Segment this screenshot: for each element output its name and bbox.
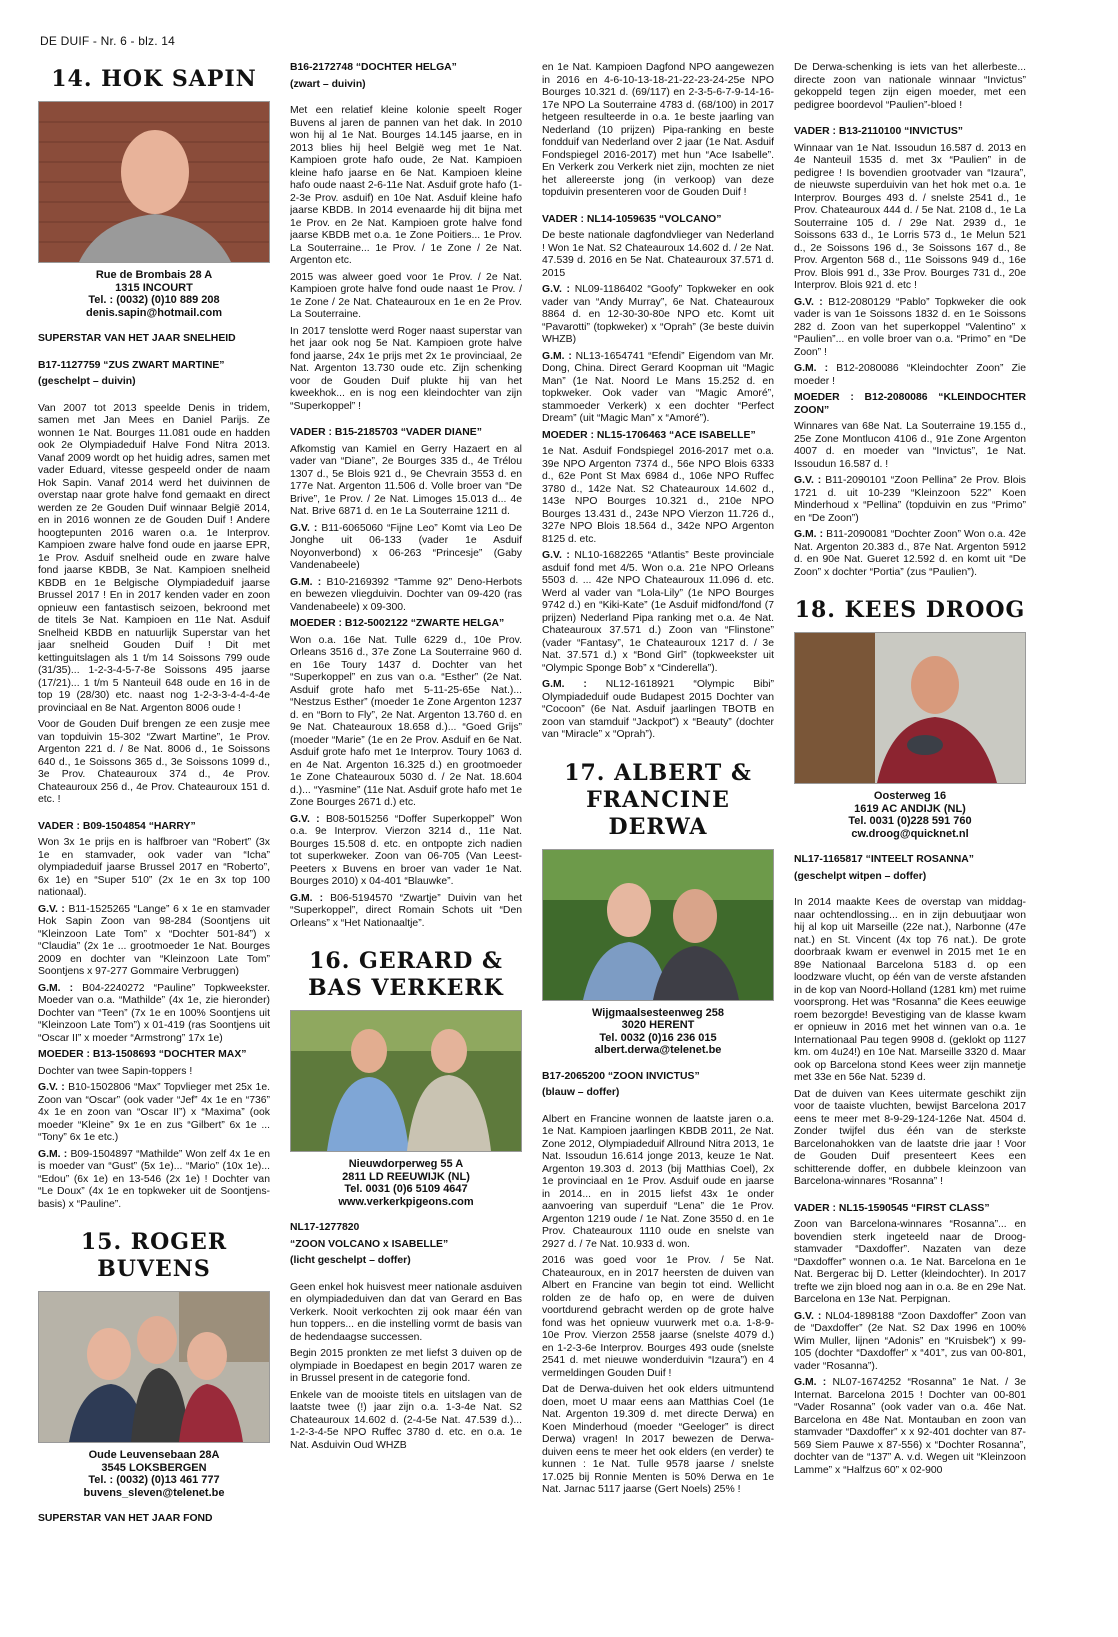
gv-label: G.V. : [794, 1310, 822, 1322]
gv-text: NL04-1898188 “Zoon Daxdoffer” Zoon van de “Daxdoffer” (2e Nat. S2 Dax 1996 en 100% Wim Muller, lijnen “Adonis” en “Kruisbek”) x 99-105 (dochter “Daxdoffer” x “401”, zus van 00-801, vader “Rosanna”). [794, 1310, 1026, 1372]
gm-label: G.M. : [290, 576, 322, 588]
ring-name: “ZOON VOLCANO x ISABELLE” [290, 1238, 449, 1250]
hok-14-address [38, 269, 270, 319]
gv-label: G.V. : [290, 522, 318, 534]
ring-number: B17-2065200 “ZOON INVICTUS” [542, 1070, 700, 1082]
gv-text: B11-6065060 “Fijne Leo” Komt via Leo De Jonghe uit 06-133 (vader 1e Asduif Noyonverbond) x 06-263 “Princesje” (Gaby Vandenabeele) [290, 522, 522, 571]
paragraph: In 2017 tenslotte werd Roger naast superstar van het jaar ook nog 5e Nat. Kampioen grote halve fond jaarse, 24x 1e prijs met 2x 1e provinciaal, 2e Nat. Argenton 13.730 oude etc. Zijn schenking voor de Gouden Duif plukte hij van het kweekhok... en is nog een kleindochter van zijn “Superkoppel” ! [290, 325, 522, 412]
paragraph: Voor de Gouden Duif brengen ze een zusje mee van topduivin 15-302 “Zwart Martine”, 1e Prov. Argenton 221 d. / 8e Nat. 8006 d., 1e Soissons 640 d., 1e Soissons 365 d., 3e Soissons 1099 d., 3e Prov. Chateauroux 374 d., 4e Prov. Chateauroux 256 d., 4e Prov. Chateauroux 151 d. etc. ! [38, 719, 270, 805]
vader-label: VADER : B15-2185703 “VADER DIANE” [290, 427, 482, 438]
gv-label: G.V. : [542, 284, 571, 295]
paragraph: Van 2007 tot 2013 speelde Denis in tridem, samen met Jan Mees en Daniel Parijs. Ze wonnen 1e Nat. Bourges 11.081 oude en hadden ook 2e Olympiadeduif Halve Fond Nitra 2013. Vanaf 2009 wordt op het huidig adres, samen met vader Eduard, vitesse gespeeld onder de naam Hok Sapin. Vanaf 2014 werd het duivinnen de overstap naar grote halve fond gemaakt en direct werden ze 2e Gouden Duif winnaar België 2014, en in 2016 wonnen ze de Gouden Duif ! Andere hoogtepunten 2016 waren o.a. 1e Interprov. Kampioen zware halve fond oude en jaarse EPR, 1e Prov. Asduif snelheid oude en zware halve fond jaarse KBDB, 3e Nat. Kampioen snelheid KBDB en 1e Belgische Olympiadeduif jaarse Brussel 2017 ! En in 2017 kenden vader en zoon opnieuw een fantastisch seizoen, bekroond met de titels 3e Nat. Kampioen en 11e Nat. Asduif Snelheid KBDB en natuurlijk Superstar van het jaar snelheid Gouden Duif ! Dit met kettinguitslagen als 1 t/m 14 Soissons 799 oude (31/35)... 1-2-3-4-5-7-8e Soissons 495 jaarse (17/21)... 1 t/m 5 Nanteuil 648 oude en 16 in de top 19 (28/30) etc. naast nog 1-2-3-3-4-4-4-4e provinciaal en 8e Nat. Argenton 8006 oude ! [38, 402, 270, 714]
email-line: albert.derwa@telenet.be [594, 1044, 722, 1056]
address-line: Nieuwdorperweg 55 A [348, 1158, 464, 1170]
paragraph: Begin 2015 pronkten ze met liefst 3 duiven op de olympiade in Boedapest en begin 2017 waren ze in Brussel present in de categorie fond. [290, 1348, 522, 1384]
phone-line: Tel. 0031 (0)228 591 760 [848, 815, 972, 827]
hok-15-title: 15. ROGER BUVENS [80, 1229, 228, 1282]
paragraph: Won 3x 1e prijs en is halfbroer van “Robert” (3x 1e en stamvader, ook vader van “Icha” olympiadeduif jaarse Brussel 2017 en “Roberto”, 6x 1e) en “Super 510” (2x 1e en 3x top 100 nationaal). [38, 837, 270, 898]
pedigree-line [38, 904, 270, 979]
address-line: 1315 INCOURT [115, 281, 193, 294]
vader-label: VADER : NL14-1059635 “VOLCANO” [542, 213, 722, 225]
gm-text: B09-1504897 “Mathilde” Won zelf 4x 1e en is moeder van “Gust” (5x 1e)... “Mario” (10x 1e)... “Edou” (6x 1e) en 13-546 (2x 1e) ! Dochter van “Le Doux” (4x 1e en topkweker uit de Soontjens-basis) x “Pauline”. [38, 1148, 270, 1210]
phone-line: Tel. 0031 (0)6 5109 4647 [344, 1183, 468, 1195]
hok-17-address [542, 1007, 774, 1057]
pedigree-line [38, 1149, 270, 1212]
gv-text: B10-1502806 “Max” Topvlieger met 25x 1e. Zoon van “Oscar” (ook vader “Jef” 4x 1e en “736” 4x 1e en zoon van “Oscar II”) x “Maxima” (ook moeder “Kleine” 9x 1e en zus “Gilbert” 6x 1e ... “Tony” 6x 1e etc.) [38, 1082, 270, 1143]
paragraph: Winnaar van 1e Nat. Issoudun 16.587 d. 2013 en 4e Nanteuil 1535 d. met 3x “Paulien” in de pedigree ! Is bovendien grootvader van “Izaura”, de nieuwste superduivin van het hok met o.a. 1e Interprov. Bourges 493 d. / snelste 2541 d., 1e Prov. Chateauroux 444 d. / 5e Nat. 2108 d., 1e La Souterraine 105 d. / 29e Nat. 2939 d., 1e Soissons 633 d., 1e Lorris 573 d., 1e Melun 521 d., 2e Soissons 196 d., 3e Soissons 167 d., 8e Prov. Argenton 568 d., 11e Soissons 949 d., 16e Prov. Blois 991 d., 33e Prov. Bourges 731 d., 20e Interprov. Blois 921 d. etc ! [794, 142, 1026, 291]
paragraph: Met een relatief kleine kolonie speelt Roger Buvens al jaren de pannen van het dak. In 2010 won hij al 1e Nat. Bourges 14.145 jaarse, en in 2013 blies hij heel België weg met 1e Nat. Kampioen grote hafo oude, 2e Nat. Kampioen kleine hafo jaarse en 6e Nat. Kampioen kleine hafo oude naast 2-6-11e Nat. Asduif grote hafo (1-2-3e Prov. asduif) en 10e Nat. Asduif kleine hafo jaarse KBDB. In 2014 evenaarde hij dit bijna met 1e Prov. en 2e Nat. Kampioen grote halve fond jaarse KBDB met o.a. 1e Zone Poitiers... 1e Prov. La Souterraine... 1e Prov. / 1e Zone / 2e Nat. Argenton etc. [290, 105, 522, 266]
paragraph: 2015 was alweer goed voor 1e Prov. / 2e Nat. Kampioen grote halve fond oude naast 1e Prov. / 1e Zone / 2e Nat. Chateauroux en 1e en 2e Prov. La Souterraine. [290, 271, 522, 320]
paragraph: In 2014 maakte Kees de overstap van middag- naar ochtendlossing... en in zijn debuutjaar won hij al kop uit Marseille (22e nat.), Narbonne (47e nat.) en St. Vincent (4x top 76 nat.). De grote doorbraak kwam er evenwel in 2015 met 1e en 89e Nationaal Barcelona 5183 d. op een loodzware vlucht, op één van de verste afstanden in de kop van Noord-Holland (1281 km) met ruime voorsprong. Het was “Rosanna” die Kees eeuwige roem bezorgde! Bevestiging van de klasse kwam er opnieuw in 2016 met het winnen van o.a. 1e Internationaal Pau tegen 9908 d. (geklokt op 1127 km. om 4u24!) en 10e Nat. Marseille 3320 d. Maar ook op Barcelona stond Kees weer zijn mannetje met 33e en 56e Nat. 5239 d. [794, 897, 1026, 1083]
pedigree-line [794, 297, 1026, 360]
hok-16-photo [290, 1010, 522, 1152]
pedigree-line [542, 679, 774, 742]
hok-18-address [794, 790, 1026, 840]
ring-number: NL17-1165817 “INTEELT ROSANNA” [794, 854, 974, 865]
pedigree-line [542, 284, 774, 347]
superstar-label: SUPERSTAR VAN HET JAAR FOND [38, 1513, 213, 1524]
vader-label: VADER : B09-1504854 “HARRY” [38, 820, 196, 832]
gm-text: NL13-1654741 “Efendi” Eigendom van Mr. Dong, China. Direct Gerard Koopman uit “Magic Man” (1e Nat. Noord Le Mans 15.252 d. en topkweker. Ook vader van “Magic Amoré”, stammoeder Verkerk) x een dochter “Perfect Dream” (uit “Magic Man” x “Amoré”). [542, 350, 774, 424]
gv-text: B11-1525265 “Lange” 6 x 1e en stamvader Hok Sapin Zoon van 98-284 (Soontjens uit “Kleinzoon Late Tom” x “Dochter 501-84”) x “Claudia” (2x 1e ... grootmoeder 1e Nat. Bourges 2009 en dochter van “Kleinzoon Late Tom” Soontjens x 97-277 Gommaire Verbruggen) [38, 903, 270, 977]
paragraph: Won o.a. 16e Nat. Tulle 6229 d., 10e Prov. Orleans 3516 d., 37e Zone La Souterraine 960 d. en 16e Toury 1437 d. Dochter van het “Superkoppel” en zus van o.a. “Esther” (2e Nat. Asduif grote hafo met 5-11-25-65e Nat.)... “Nestzus Esther” (moeder 1e Zone Argenton 1237 d. en “Born to Fly”, 2e Nat. Argenton 13.760 d. en 9e Nat. Chateauroux 18.658 d.)... “Goed Grijs” (moeder “Marie” (1e en 2e Prov. Asduif en 6e Nat. Asduif grote hafo met 1e Interprov. Toury 1063 d. en 4e Nat. Argenton 16.325 d.) en grootmoeder 1e Zone Chateauroux 5030 d. / 2e Nat. 18.604 d.)... “Yasmine” (11e Nat. Asduif grote hafo met 1e Zone Bourges 2671 d.) etc. [290, 634, 522, 808]
page-header: DE DUIF - Nr. 6 - blz. 14 [40, 34, 176, 48]
paragraph: Zoon van Barcelona-winnares “Rosanna”... en bovendien sterk ingeteeld naar de Droog-stamvader “Daxdoffer”. Nazaten van deze “Daxdoffer” wonnen o.a. 1e Nat. Barcelona en 1e Nat. Bergerac bij D. Letter (kleindochter). In 2017 trefte we zijn bloed nog aan in o.a. 8e en 29e Nat. Barcelona en 13e Nat. Perpignan. [794, 1219, 1026, 1305]
column-1 [38, 62, 270, 1632]
address-line: Rue de Brombais 28 A [95, 269, 213, 281]
gv-label: G.V. : [542, 550, 570, 561]
column-2 [290, 62, 522, 1632]
gm-text: NL12-1618921 “Olympic Bibi” Olympiadeduif oude Budapest 2015 Dochter van “Cocoon” (6e Nat. Asduif jaarlingen TBOTB en zoon van stamduif “Jackpot”) x “Beauty” (dochter van “Miracle” x “Oprah”). [542, 679, 774, 740]
ring-subtitle: (licht geschelpt – doffer) [290, 1255, 411, 1266]
pedigree-line [794, 475, 1026, 525]
gv-label: G.V. : [38, 903, 65, 915]
paragraph: Afkomstig van Kamiel en Gerry Hazaert en al vader van “Diane”, 2e Bourges 335 d., 4e Trélou 1307 d., 5e Blois 921 d., 9e Chevrain 3553 d. en 177e Nat. Argenton 11.506 d. Volle broer van “De Brive”, 1e Prov. / 2e Nat. Limoges 15.013 d... 4e Nat. Brive 6871 d. en 1e La Souterraine 1211 d. [290, 443, 522, 517]
paragraph: 2016 was goed voor 1e Prov. / 5e Nat. Chateauroux, en in 2017 heersten de duiven van Albert en Francine van begin tot eind. Wellicht rolden ze de hafo op, en were de duiven voortdurend gebracht werden op de grote halve fond was het opnieuw vuurwerk met o.a. 1-8-9-10e Prov. Vierzon 2558 jaarse (snelste 4079 d.) en 1-2-3-6e Interprov. Bourges 493 oude (snelste 2541 d. met nieuwe wonderduivin “Izaura”) en 4 vermeldingen Gouden Duif ! [542, 1255, 774, 1379]
hok-14-title: 14. HOK SAPIN [51, 66, 257, 92]
gv-text: NL10-1682265 “Atlantis” Beste provinciale asduif fond met 4/5. Won o.a. 21e NPO Orleans 5503 d. ... 42e NPO Chateauroux 11.096 d. etc. Werd al vader van “Lola-Lily” (1e NPO Bourges 9742 d.) en “Kiki-Kate” (1e Asduif midfond/fond (7 prijzen) Nederland Pipa ranking met o.a. 4e Nat. Chateauroux 37.571 d.) Zoon van “Flinstone” (vader “Fantasy”, 1e Chateauroux 1217 d. / 3e Nat. 37.571 d.) x “Bond Girl” (topkweekster uit “Olympic Sponge Bob” x “Cinderella”). [542, 550, 774, 674]
pedigree-line [542, 550, 774, 675]
hok-15-photo [38, 1291, 270, 1443]
email-line: cw.droog@quicknet.nl [851, 827, 969, 840]
pedigree-line [794, 1377, 1026, 1477]
gm-label: G.M. : [290, 892, 324, 904]
gm-label: G.M. : [542, 350, 572, 362]
hok-16-title: 16. GERARD & BAS VERKERK [308, 948, 504, 1001]
paragraph: Albert en Francine wonnen de laatste jaren o.a. 1e Nat. Kampioen jaarlingen KBDB 2011, 2e Nat. Zone 2012, Olympiadeduif Allround Nitra 2013, 1e Nat. Issoudun 16.614 jonge 2013, keuze 1e Nat. Argenton 19.303 d. 2013 (bij Matthias Coel), 2x 1e provinciaal en 1e Prov. Asduif oude en jaarse in 2014... en in 2015 liefst 43x 1e onder aanvoering van superduif “Lena” die 1e Prov. Argenton 1219 oude / 1e Nat. Zone 3550 d. en 1e Prov. Chateauroux 1110 oude en snelste van 2927 d. / 7e Nat. 10.933 d. won. [542, 1113, 774, 1250]
ring-subtitle: (zwart – duivin) [290, 78, 366, 90]
column-3 [542, 62, 774, 1632]
paragraph: De beste nationale dagfondvlieger van Nederland ! Won 1e Nat. S2 Chateauroux 14.602 d. / 2e Nat. 47.539 d. 2016 en 5e Nat. Chateauroux 37.571 d. 2015 [542, 230, 774, 279]
gv-text: B11-2090101 “Zoon Pellina” 2e Prov. Blois 1721 d. uit 10-239 “Kleinzoon 522” Koen Minderhoud x “Pellina” (topduivin en zus “Primo” en “De Zoon”) [794, 475, 1026, 524]
column-4 [794, 62, 1026, 1632]
paragraph: Enkele van de mooiste titels en uitslagen van de laatste twee (!) jaar zijn o.a. 1-3-4e Nat. S2 Chateauroux 14.602 d. (2-4-5e Nat. 47.539 d.)... 1-2-3-4-5e NPO Ruffec 3780 d. etc. en o.a. 1e Nat. Asduivin Oud WHZB [290, 1389, 522, 1451]
hok-17-title: 17. ALBERT & FRANCINE DERWA [564, 759, 752, 840]
email-line: denis.sapin@hotmail.com [85, 306, 223, 319]
gv-text: NL09-1186402 “Goofy” Topkweker en ook vader van “Andy Murray”, 6e Nat. Chateauroux 8864 d. en 12-30-30-80e NPO etc. Komt uit “Pavarotti” (topkweker) x “Oprah” (3e beste duivin WHZB) [542, 284, 774, 345]
pedigree-line [542, 351, 774, 426]
phone-line: Tel. : (0032) (0)10 889 208 [88, 294, 220, 306]
pedigree-line [794, 529, 1026, 579]
paragraph: De Derwa-schenking is iets van het allerbeste... directe zoon van nationale winnaar “Invictus” gekoppeld tegen zijn eigen moeder, met een pedigree boordevol “Paulien”-bloed ! [794, 62, 1026, 111]
hok-15-address [38, 1449, 270, 1499]
gm-label: G.M. : [794, 363, 829, 374]
email-line: buvens_sleven@telenet.be [83, 1486, 225, 1499]
pedigree-line [38, 1082, 270, 1145]
gm-label: G.M. : [38, 1148, 68, 1160]
pedigree-line [290, 523, 522, 573]
gm-text: NL07-1674252 “Rosanna” 1e Nat. / 3e Internat. Barcelona 2015 ! Dochter van 00-801 “Vader Rosanna” (ook vader van o.a. 46e Nat. Barcelona en 48e Nat. Montauban en zoon van stamvader “Daxdoffer” x x 92-401 dochter van 87-569 Siem Pauwe x 87-556) x “Dochter Rosanna”, dochter van de “137” A. v.d. Wegen uit “Kleinzoon Lamme” x “Halfzus 60” x 02-900 [794, 1377, 1026, 1476]
phone-line: Tel. : (0032) (0)13 461 777 [88, 1474, 220, 1486]
hok-16-address [290, 1158, 522, 1208]
address-line: 3020 HERENT [621, 1019, 695, 1031]
gm-label: G.M. : [542, 679, 587, 690]
address-line: 2811 LD REEUWIJK (NL) [342, 1170, 470, 1183]
ring-number: NL17-1277820 [290, 1222, 360, 1233]
gv-label: G.V. : [794, 475, 822, 486]
gm-label: G.M. : [794, 1377, 827, 1388]
gm-text: B10-2169392 “Tamme 92” Deno-Herbots en bewezen vliegduivin. Dochter van 09-420 (ras Vandenabeele) x 09-300. [290, 576, 522, 613]
address-line: 3545 LOKSBERGEN [101, 1461, 207, 1474]
pedigree-line [290, 893, 522, 931]
superstar-label: SUPERSTAR VAN HET JAAR SNELHEID [38, 333, 236, 344]
paragraph: en 1e Nat. Kampioen Dagfond NPO aangewezen in 2016 en 4-6-10-13-18-21-22-23-24-25e NPO Bourges 10.321 d. (69/117) en 2-3-5-6-7-9-14-16-17e NPO La Souterraine 4783 d. (68/100) in 2017 hetgeen resulteerde in o.a. 1e beste jaarling van Nederland (10 prijzen) Pipa-ranking en beste fondduif van Nederland over 2 jaar (1e Nat. Asduif Fondspiegel 2016-2017) met hun “Ace Isabelle”. En Verkerk zou Verkerk niet zijn, mochten ze niet het allereerste jong (in verkoop) van deze topduivin presenteren voor de Gouden Duif ! [542, 62, 774, 198]
pedigree-line [794, 1311, 1026, 1374]
vader-label: VADER : NL15-1590545 “FIRST CLASS” [794, 1202, 990, 1214]
address-line: 1619 AC ANDIJK (NL) [854, 802, 966, 815]
hok-17-photo [542, 849, 774, 1001]
moeder-label: MOEDER : B12-5002122 “ZWARTE HELGA” [290, 618, 505, 629]
gv-text: B08-5015256 “Doffer Superkoppel” Won o.a. 9e Interprov. Vierzon 3214 d., 11e Nat. Bourges 15.508 d. etc. en ontpopte zich nadien tot superkweker. Zoon van 06-705 (Van Leest-Peeters x Buvens en broer van vader 1e Nat. Bourges 2010) x 04-401 “Blauwke”. [290, 813, 522, 887]
moeder-label: MOEDER : NL15-1706463 “ACE ISABELLE” [542, 429, 756, 441]
paragraph: Dochter van twee Sapin-toppers ! [38, 1065, 193, 1077]
gm-text: B06-5194570 “Zwartje” Duivin van het “Superkoppel”, direct Romain Schots uit “Den Orleans” x “Het Nationaaltje”. [290, 892, 522, 929]
address-line: Oosterweg 16 [873, 790, 947, 802]
paragraph: Winnares van 68e Nat. La Souterraine 19.155 d., 25e Zone Montlucon 4106 d., 91e Zone Argenton 4007 d. en moeder van “Invictus”, 1e Nat. Issoudun 16.587 d. ! [794, 421, 1026, 470]
ring-subtitle: (blauw – doffer) [542, 1087, 620, 1098]
phone-line: Tel. 0032 (0)16 236 015 [599, 1031, 717, 1044]
address-line: Oude Leuvensebaan 28A [88, 1449, 220, 1461]
vader-label: VADER : B13-2110100 “INVICTUS” [794, 126, 964, 137]
gv-label: G.V. : [290, 813, 320, 825]
pedigree-line [38, 983, 270, 1046]
hok-18-photo [794, 632, 1026, 784]
hok-18-title: 18. KEES DROOG [794, 597, 1026, 623]
pedigree-line [794, 363, 1026, 388]
paragraph: Dat de Derwa-duiven het ook elders uitmuntend doen, moet U maar eens aan Matthias Coel (1e Nat. Argenton 19.309 d. met directe Derwa) en Koen Minderhoud (moeder “Geeloger” is direct Derwa) vragen! In 2017 bewezen de Derwa-duiven eens te meer het ook elders (en verder) te kunnen : 1e Nat. Tulle 9578 jaarse / snelste 17.025 bij Ronnie Menten is 50% Derwa en 1e Nat. Jarnac 5117 jaarse (Gert Noels) 25% ! [542, 1384, 774, 1495]
address-line: Wijgmaalsesteenweg 258 [592, 1006, 724, 1019]
pedigree-line [290, 577, 522, 615]
gv-label: G.V. : [794, 296, 823, 308]
gm-text: B04-2240272 “Pauline” Topkweekster. Moeder van o.a. “Mathilde” (4x 1e, zie hieronder) Dochter van “Teen” (7x 1e en 100% Soontjens uit “Kleinzoon Late Tom”) x 01-419 (ras Soontjens uit “Oscar II” x moeder “Armstrong” 17x 1e) [38, 982, 270, 1044]
pedigree-line [290, 814, 522, 889]
paragraph: Dat de duiven van Kees uitermate geschikt zijn voor de taaiste vluchten, bewijst Barcelona 2017 eens te meer met 8-9-29-124-126e Nat. 4504 d. Zonder twijfel dus één van de sterkste Barcelonahokken van de laatste drie jaar ! Voor de Gouden Duif presenteert Kees een schitterende doffer, en dubbele kleinzoon van Barcelona-winnares “Rosanna” ! [794, 1088, 1026, 1187]
gv-label: G.V. : [38, 1082, 65, 1093]
gv-text: B12-2080129 “Pablo” Topkweker die ook vader is van 1e Soissons 1832 d. en 1e Soissons 282 d. Zoon van het superkoppel “Valentino” x “Paulien”... en volle broer van o.a. “Primo” en “De Zoon” ! [794, 296, 1026, 358]
ring-number: B17-1127759 “ZUS ZWART MARTINE” [38, 359, 225, 371]
ring-subtitle: (geschelpt witpen – doffer) [794, 870, 927, 882]
hok-14-photo [38, 101, 270, 263]
moeder-label: MOEDER : B12-2080086 “KLEINDOCHTER ZOON” [794, 392, 1026, 416]
website-line: www.verkerkpigeons.com [338, 1195, 474, 1208]
gm-text: B11-2090081 “Dochter Zoon” Won o.a. 42e Nat. Argenton 20.383 d., 87e Nat. Argenton 5912 d. en 90e Nat. Gueret 12.592 d. en komt uit “De Zoon” x dochter “Portia” (zus “Paulien”). [794, 529, 1026, 578]
paragraph: 1e Nat. Asduif Fondspiegel 2016-2017 met o.a. 39e NPO Argenton 7374 d., 56e NPO Blois 6333 d., 62e Pont St Max 6984 d., 106e NPO Ruffec 3780 d., 142e Nat. S2 Chateauroux 14.602 d., 143e NPO Bourges 10.321 d., 210e NPO Bourges 13.431 d., 243e NPO Vierzon 11.726 d., 327e NPO Blois 18.564 d., 342e NPO Argenton 8125 d. etc. [542, 446, 774, 545]
gm-label: G.M. : [794, 529, 824, 540]
paragraph: Geen enkel hok huisvest meer nationale asduiven en olympiadeduiven dan dat van Gerard en Bas Verkerk. Nooit verkochten zij ook maar één van hun toppers... en die instelling vormt de basis van de hedendaagse successen. [290, 1281, 522, 1343]
gm-label: G.M. : [38, 982, 74, 994]
moeder-label: MOEDER : B13-1508693 “DOCHTER MAX” [38, 1049, 247, 1060]
ring-subtitle: (geschelpt – duivin) [38, 376, 136, 387]
ring-number: B16-2172748 “DOCHTER HELGA” [290, 62, 457, 73]
gm-text: B12-2080086 “Kleindochter Zoon” Zie moeder ! [794, 363, 1026, 387]
